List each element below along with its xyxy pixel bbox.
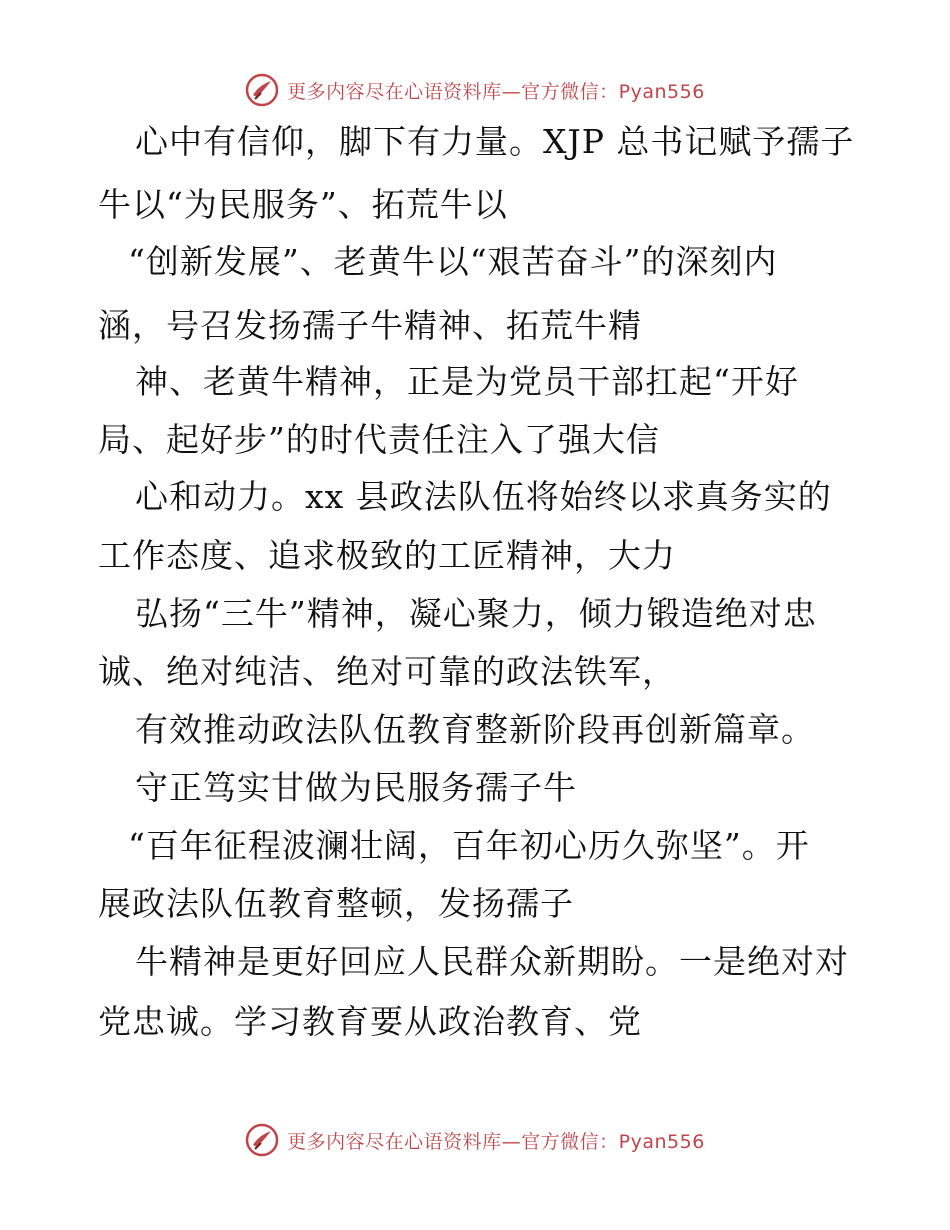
body-line: 心和动力。xx 县政法队伍将始终以求真务实的 — [135, 477, 832, 516]
body-line: “创新发展”、老黄牛以“艰苦奋斗”的深刻内 — [128, 242, 778, 281]
body-line: 有效推动政法队伍教育整新阶段再创新篇章。 — [135, 710, 815, 749]
red-book-quill-icon — [245, 73, 279, 107]
body-line: 牛以“为民服务”、拓荒牛以 — [98, 185, 508, 224]
body-line: 弘扬“三牛”精神，凝心聚力，倾力锻造绝对忠 — [135, 594, 817, 633]
body-line: 党忠诚。学习教育要从政治教育、党 — [98, 1002, 642, 1041]
body-line: 牛精神是更好回应人民群众新期盼。一是绝对对 — [135, 942, 849, 981]
header-watermark-text: 更多内容尽在心语资料库—官方微信：Pyan556 — [287, 80, 705, 103]
body-line: 守正笃实甘做为民服务孺子牛 — [135, 768, 577, 807]
body-line: 工作态度、追求极致的工匠精神，大力 — [98, 536, 676, 575]
body-line: 神、老黄牛精神，正是为党员干部扛起“开好 — [135, 362, 799, 401]
body-line: 展政法队伍教育整顿，发扬孺子 — [98, 884, 574, 923]
body-line: 涵，号召发扬孺子牛精神、拓荒牛精 — [98, 306, 642, 345]
red-book-quill-icon — [245, 1123, 279, 1157]
body-line: 局、起好步”的时代责任注入了强大信 — [98, 420, 660, 459]
body-line: “百年征程波澜壮阔，百年初心历久弥坚”。开 — [128, 826, 810, 865]
footer-watermark-banner — [0, 1120, 950, 1160]
body-line: 心中有信仰，脚下有力量。XJP 总书记赋予孺子 — [135, 122, 855, 161]
footer-watermark-text: 更多内容尽在心语资料库—官方微信：Pyan556 — [287, 1130, 705, 1153]
header-watermark-banner — [0, 70, 950, 110]
body-line: 诚、绝对纯洁、绝对可靠的政法铁军， — [98, 652, 676, 691]
